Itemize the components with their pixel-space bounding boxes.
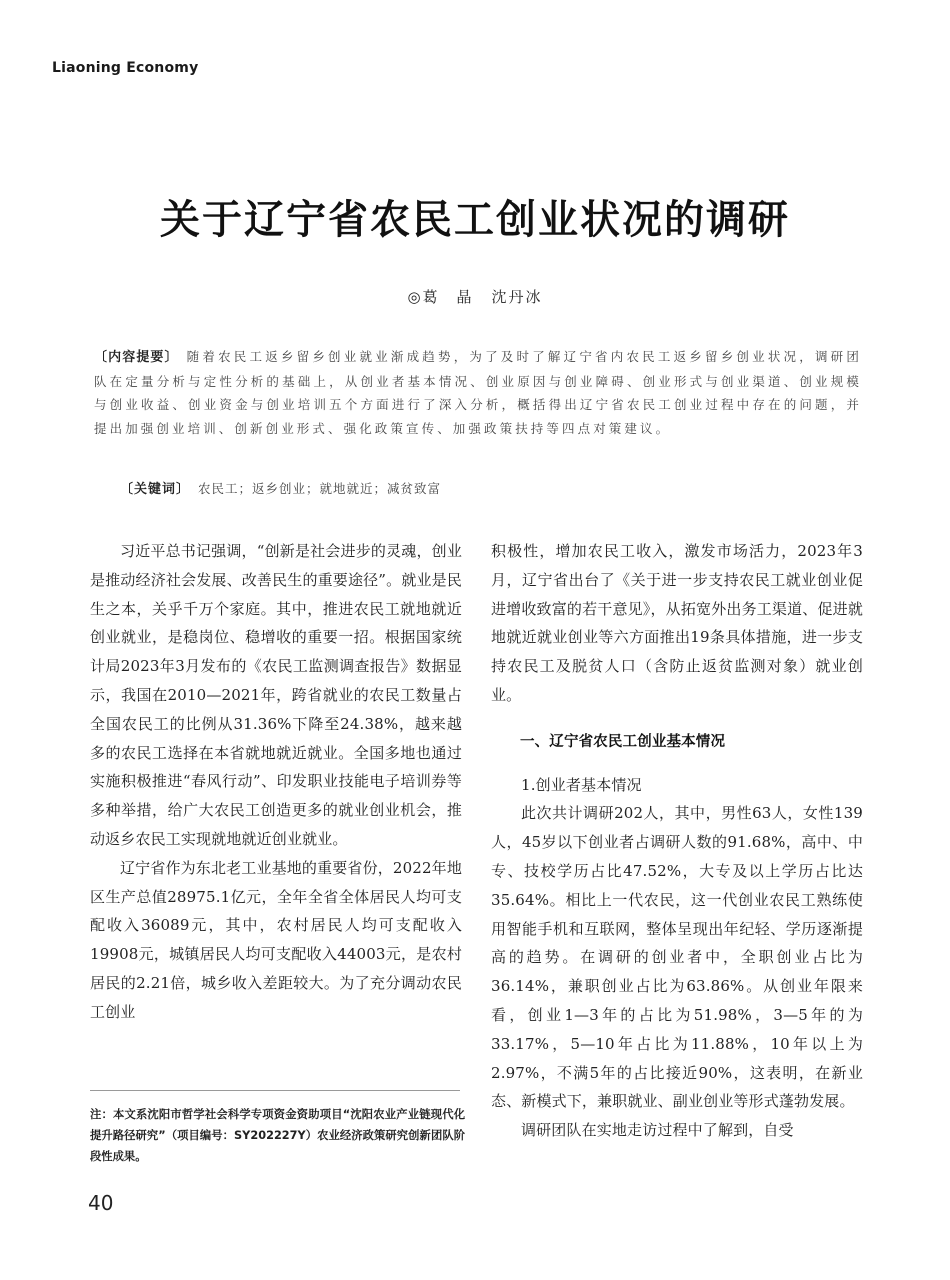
author-2: 沈丹冰 [491,288,543,306]
keywords-text: 农民工；返乡创业；就地就近；减贫致富 [198,481,442,496]
author-1: 葛 晶 [422,288,474,306]
journal-name: Liaoning Economy [52,60,199,76]
abstract [94,345,862,440]
footnote: 注：本文系沈阳市哲学社会科学专项资金资助项目“沈阳农业产业链现代化提升路径研究”（项目编号：SY202227Y）农业经济政策研究创新团队阶段性成果。 [90,1108,465,1163]
body-paragraph-continued: 积极性，增加农民工收入，激发市场活力，2023年3月，辽宁省出台了《关于进一步支持农民工就业创业促进增收致富的若干意见》，从拓宽外出务工渠道、促进就地就近就业创业等六方面推出19条具体措施，进一步支持农民工及脱贫人口（含防止返贫监测对象）就业创业。 [491,542,863,704]
keywords [120,477,860,501]
right-column [491,537,863,1145]
body-paragraph: 习近平总书记强调，“创新是社会进步的灵魂，创业是推动经济社会发展、改善民生的重要途径”。就业是民生之本，关乎千万个家庭。其中，推进农民工就地就近创业就业，是稳岗位、稳增收的重要一招。根据国家统计局2023年3月发布的《农民工监测调查报告》数据显示，我国在2010—2021年，跨省就业的农民工数量占全国农民工的比例从31.36%下降至24.38%，越来越多的农民工选择在本省就地就近就业。全国多地也通过实施积极推进“春风行动”、印发职业技能电子培训券等多种举措，给广大农民工创造更多的就业创业机会，推动返乡农民工实现就地就近创业就业。 [90,542,462,848]
section-heading: 一、辽宁省农民工创业基本情况 [520,733,726,750]
body-paragraph: 辽宁省作为东北老工业基地的重要省份，2022年地区生产总值28975.1亿元，全年全省全体居民人均可支配收入36089元，其中，农村居民人均可支配收入19908元，城镇居民人均可支配收入44003元，是农村居民的2.21倍，城乡收入差距较大。为了充分调动农民工创业 [90,858,462,1021]
page-number: 40 [88,1191,114,1215]
author-marker: ◎ [407,288,423,306]
author-line [0,286,950,307]
left-column [90,537,462,1027]
article-title: 关于辽宁省农民工创业状况的调研 [160,196,790,243]
subsection-heading: 1.创业者基本情况 [521,775,642,794]
footnote-divider [90,1090,460,1091]
body-paragraph: 调研团队在实地走访过程中了解到，自受 [521,1121,794,1140]
keywords-label: 〔关键词〕 [120,482,191,497]
body-paragraph: 此次共计调研202人，其中，男性63人，女性139人，45岁以下创业者占调研人数的91.68%，高中、中专、技校学历占比47.52%，大专及以上学历占比达35.64%。相比上一代农民，这一代创业农民工熟练使用智能手机和互联网，整体呈现出年纪轻、学历逐渐提高的趋势。在调研的创业者中，全职创业占比为36.14%，兼职创业占比为63.86%。从创业年限来看，创业1—3年的占比为51.98%，3—5年的为33.17%，5—10年占比为11.88%，10年以上为2.97%，不满5年的占比接近90%，这表明，在新业态、新模式下，兼职就业、副业创业等形式蓬勃发展。 [491,804,863,1111]
abstract-label: 〔内容提要〕 [94,350,179,365]
abstract-text: 随着农民工返乡留乡创业就业渐成趋势，为了及时了解辽宁省内农民工返乡留乡创业状况，调研团队在定量分析与定性分析的基础上，从创业者基本情况、创业原因与创业障碍、创业形式与创业渠道、创业规模与创业收益、创业资金与创业培训五个方面进行了深入分析，概括得出辽宁省农民工创业过程中存在的问题，并提出加强创业培训、创新创业形式、强化政策宣传、加强政策扶持等四点对策建议。 [94,349,862,436]
